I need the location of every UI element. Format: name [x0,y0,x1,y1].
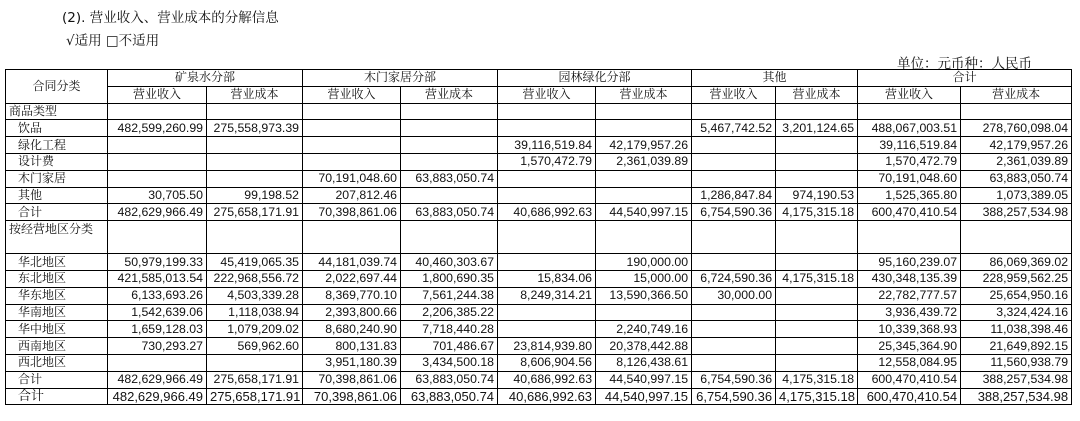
table-cell: 6,724,590.36 [692,270,776,287]
table-cell: 1,079,209.02 [207,321,303,338]
table-cell: 30,000.00 [692,287,776,304]
table-cell: 275,658,171.91 [207,371,303,388]
row-label: 华中地区 [6,321,108,338]
table-cell [692,170,776,187]
table-cell [207,170,303,187]
table-cell: 275,658,171.91 [207,388,303,405]
table-cell: 21,649,892.15 [961,338,1072,355]
table-cell [596,304,692,321]
row-label: 饮品 [6,120,108,137]
table-cell: 39,116,519.84 [858,137,961,154]
table-cell [108,153,207,170]
table-cell: 6,754,590.36 [692,204,776,221]
table-cell [596,221,692,254]
table-cell: 430,348,135.39 [858,270,961,287]
table-cell: 730,293.27 [108,338,207,355]
table-cell: 70,398,861.06 [303,371,401,388]
table-cell: 99,198.52 [207,187,303,204]
table-cell [858,221,961,254]
sub-header: 营业收入 [303,86,401,103]
table-cell: 20,378,442.88 [596,338,692,355]
table-row [6,371,1072,388]
table-cell: 1,570,472.79 [858,153,961,170]
table-cell: 3,951,180.39 [303,354,401,371]
table-cell: 421,585,013.54 [108,270,207,287]
table-cell: 5,467,742.52 [692,120,776,137]
sub-header: 营业成本 [401,86,498,103]
table-cell: 488,067,003.51 [858,120,961,137]
table-cell: 388,257,534.98 [961,388,1072,405]
table-cell: 600,470,410.54 [858,388,961,405]
table-cell [108,137,207,154]
table-cell [401,137,498,154]
table-cell: 388,257,534.98 [961,204,1072,221]
revenue-cost-breakdown-table [5,69,1072,405]
table-cell [776,153,858,170]
table-cell: 3,434,500.18 [401,354,498,371]
table-cell: 800,131.83 [303,338,401,355]
table-cell: 701,486.67 [401,338,498,355]
table-cell [776,170,858,187]
table-cell: 4,175,315.18 [776,388,858,405]
table-cell [498,187,596,204]
table-cell [776,221,858,254]
table-cell [498,170,596,187]
section-label: 商品类型 [6,103,108,120]
table-cell: 25,345,364.90 [858,338,961,355]
table-cell: 1,570,472.79 [498,153,596,170]
table-cell: 3,201,124.65 [776,120,858,137]
table-cell: 1,542,639.06 [108,304,207,321]
table-cell [692,221,776,254]
table-cell: 6,754,590.36 [692,371,776,388]
table-cell: 63,883,050.74 [401,170,498,187]
row-label: 华南地区 [6,304,108,321]
table-cell: 63,883,050.74 [401,371,498,388]
table-cell: 3,324,424.16 [961,304,1072,321]
table-cell [303,153,401,170]
table-cell [776,254,858,271]
table-cell: 1,800,690.35 [401,270,498,287]
group-header: 矿泉水分部 [108,70,303,87]
table-cell: 70,191,048.60 [303,170,401,187]
table-cell: 974,190.53 [776,187,858,204]
table-row [6,321,1072,338]
group-header: 其他 [692,70,858,87]
table-cell: 600,470,410.54 [858,371,961,388]
table-cell: 95,160,239.07 [858,254,961,271]
table-cell [596,120,692,137]
row-label: 西北地区 [6,354,108,371]
table-cell: 482,629,966.49 [108,204,207,221]
table-cell [498,221,596,254]
table-cell: 63,883,050.74 [401,388,498,405]
table-cell: 600,470,410.54 [858,204,961,221]
table-cell [692,304,776,321]
table-cell: 2,361,039.89 [961,153,1072,170]
section-label: 按经营地区分类 [6,221,108,254]
table-cell: 4,503,339.28 [207,287,303,304]
table-cell: 4,175,315.18 [776,371,858,388]
section-row-region [6,221,1072,254]
sub-header-row [6,86,1072,103]
table-cell: 569,962.60 [207,338,303,355]
table-cell [207,354,303,371]
table-cell: 70,398,861.06 [303,204,401,221]
row-label: 设计费 [6,153,108,170]
sub-header: 营业收入 [108,86,207,103]
table-cell: 6,754,590.36 [692,388,776,405]
table-cell: 40,686,992.63 [498,388,596,405]
unit-currency-line: 单位：元币种：人民币 [897,56,1032,72]
table-row [6,304,1072,321]
table-cell: 8,606,904.56 [498,354,596,371]
contract-category-header: 合同分类 [6,70,108,104]
table-cell [596,170,692,187]
table-cell: 1,073,389.05 [961,187,1072,204]
table-cell: 13,590,366.50 [596,287,692,304]
row-label: 其他 [6,187,108,204]
table-cell: 6,133,693.26 [108,287,207,304]
table-cell: 12,558,084.95 [858,354,961,371]
table-cell: 7,561,244.38 [401,287,498,304]
table-cell: 8,126,438.61 [596,354,692,371]
table-cell [401,153,498,170]
table-cell [401,187,498,204]
table-cell [596,187,692,204]
row-label: 合计 [6,204,108,221]
table-row [6,388,1072,405]
table-cell: 275,658,171.91 [207,204,303,221]
table-cell: 2,206,385.22 [401,304,498,321]
table-cell: 23,814,939.80 [498,338,596,355]
section-heading: (2). 营业收入、营业成本的分解信息 [62,10,279,26]
table-cell [776,287,858,304]
table-cell: 2,393,800.66 [303,304,401,321]
table-cell: 482,599,260.99 [108,120,207,137]
table-cell [303,221,401,254]
group-header-row [6,70,1072,87]
row-label: 东北地区 [6,270,108,287]
table-cell [207,137,303,154]
table-cell [207,221,303,254]
sub-header: 营业成本 [596,86,692,103]
table-cell [498,304,596,321]
table-cell [207,153,303,170]
table-row [6,204,1072,221]
sub-header: 营业收入 [692,86,776,103]
table-cell: 40,460,303.67 [401,254,498,271]
table-cell [401,120,498,137]
table-cell [108,354,207,371]
table-row [6,153,1072,170]
table-cell [692,338,776,355]
table-row [6,187,1072,204]
group-header: 园林绿化分部 [498,70,692,87]
table-cell: 7,718,440.28 [401,321,498,338]
table-cell [776,321,858,338]
row-label: 华北地区 [6,254,108,271]
table-cell: 2,022,697.44 [303,270,401,287]
table-cell: 25,654,950.16 [961,287,1072,304]
table-cell: 11,038,398.46 [961,321,1072,338]
sub-header: 营业收入 [498,86,596,103]
table-cell: 8,680,240.90 [303,321,401,338]
table-cell [108,221,207,254]
table-cell [776,338,858,355]
table-cell: 44,540,997.15 [596,204,692,221]
table-cell: 190,000.00 [596,254,692,271]
row-label: 合计 [6,388,108,405]
table-cell [692,137,776,154]
table-cell: 1,118,038.94 [207,304,303,321]
table-cell [498,254,596,271]
table-cell [303,120,401,137]
table-cell: 86,069,369.02 [961,254,1072,271]
table-cell: 4,175,315.18 [776,270,858,287]
table-cell: 63,883,050.74 [961,170,1072,187]
table-cell [692,153,776,170]
table-cell: 3,936,439.72 [858,304,961,321]
table-cell: 70,398,861.06 [303,388,401,405]
table-row [6,338,1072,355]
table-cell [961,221,1072,254]
table-row [6,254,1072,271]
table-cell: 275,558,973.39 [207,120,303,137]
row-label: 木门家居 [6,170,108,187]
table-cell: 482,629,966.49 [108,371,207,388]
table-cell: 278,760,098.04 [961,120,1072,137]
table-cell: 2,240,749.16 [596,321,692,338]
group-header: 合计 [858,70,1072,87]
table-cell: 30,705.50 [108,187,207,204]
table-cell: 40,686,992.63 [498,204,596,221]
section-row-goods [6,103,1072,120]
row-label: 西南地区 [6,338,108,355]
group-header: 木门家居分部 [303,70,498,87]
table-cell [303,137,401,154]
table-row [6,170,1072,187]
sub-header: 营业收入 [858,86,961,103]
table-row [6,287,1072,304]
sub-header: 营业成本 [207,86,303,103]
table-cell: 50,979,199.33 [108,254,207,271]
table-cell: 40,686,992.63 [498,371,596,388]
table-cell [776,304,858,321]
table-row [6,354,1072,371]
table-cell [498,321,596,338]
table-cell: 70,191,048.60 [858,170,961,187]
table-cell: 63,883,050.74 [401,204,498,221]
table-cell: 388,257,534.98 [961,371,1072,388]
table-row [6,270,1072,287]
table-row [6,137,1072,154]
table-cell: 42,179,957.26 [961,137,1072,154]
sub-header: 营业成本 [776,86,858,103]
table-cell: 44,540,997.15 [596,371,692,388]
table-cell: 8,249,314.21 [498,287,596,304]
table-cell: 8,369,770.10 [303,287,401,304]
table-cell: 1,659,128.03 [108,321,207,338]
table-cell: 39,116,519.84 [498,137,596,154]
sub-header: 营业成本 [961,86,1072,103]
row-label: 绿化工程 [6,137,108,154]
table-cell: 222,968,556.72 [207,270,303,287]
table-cell [692,354,776,371]
row-label: 合计 [6,371,108,388]
table-cell: 207,812.46 [303,187,401,204]
table-cell: 44,181,039.74 [303,254,401,271]
table-cell: 42,179,957.26 [596,137,692,154]
table-cell: 11,560,938.79 [961,354,1072,371]
table-cell [692,321,776,338]
table-cell [401,221,498,254]
table-cell [692,254,776,271]
table-cell [776,354,858,371]
applicability-line: √适用 □不适用 [66,33,160,49]
row-label: 华东地区 [6,287,108,304]
table-cell: 15,000.00 [596,270,692,287]
table-cell [776,137,858,154]
table-cell: 482,629,966.49 [108,388,207,405]
table-cell: 2,361,039.89 [596,153,692,170]
table-cell: 228,959,562.25 [961,270,1072,287]
table-cell: 45,419,065.35 [207,254,303,271]
table-cell: 44,540,997.15 [596,388,692,405]
table-cell: 4,175,315.18 [776,204,858,221]
table-row [6,120,1072,137]
table-cell: 10,339,368.93 [858,321,961,338]
table-cell: 1,525,365.80 [858,187,961,204]
table-cell [108,170,207,187]
table-cell: 15,834.06 [498,270,596,287]
table-cell: 22,782,777.57 [858,287,961,304]
table-cell [498,120,596,137]
table-cell: 1,286,847.84 [692,187,776,204]
